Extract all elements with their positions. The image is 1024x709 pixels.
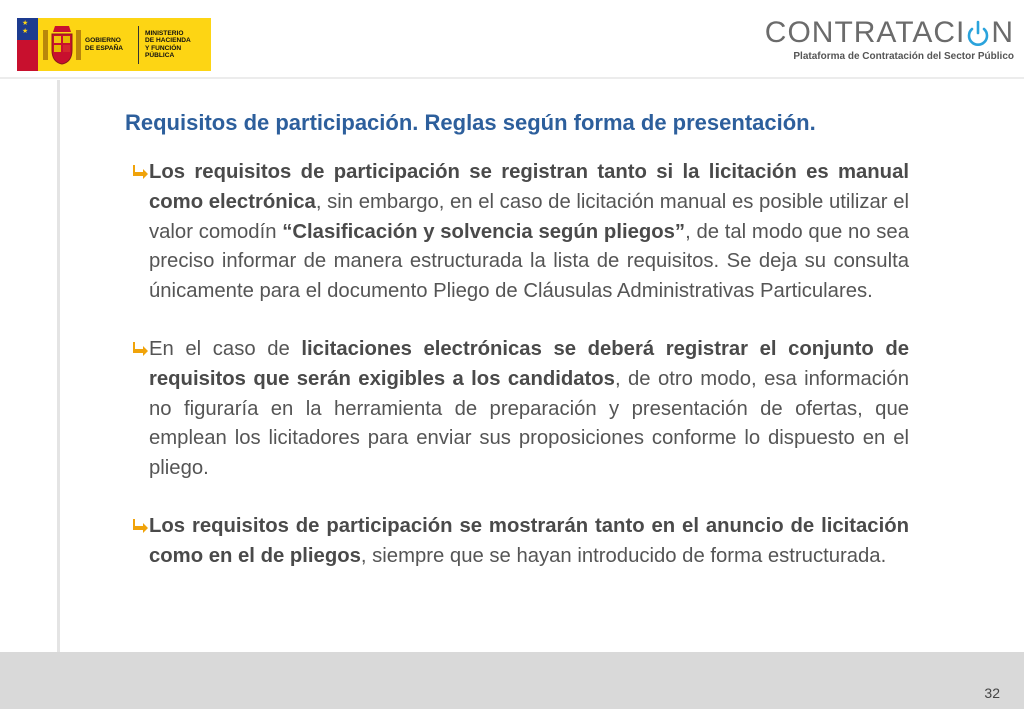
bullet-paragraph-1: Los requisitos de participación se registran tanto si la licitación es manual como electrónica, sin embargo, en el caso de licitación manual es posible utilizar el valor comodín “Clasificación y solvencia según pliegos”, de tal modo que no sea preciso informar de manera estructurada la lista de requisitos. Se deja su consulta únicamente para el documento Pliego de Cláusulas Administrativas Particulares. [133,158,909,307]
contratacion-logo [765,18,1014,62]
left-margin-rule [57,80,60,652]
brand-subtitle: Plataforma de Contratación del Sector Público [793,51,1014,62]
page-number: 32 [984,685,1000,701]
brand-name: CONTRATACI N [764,16,1014,49]
government-label: GOBIERNO DE ESPAÑA [85,37,123,52]
eu-stars-icon: ★ ★ [22,20,29,35]
power-icon [966,20,990,48]
slide-content [133,158,909,600]
arrow-bullet-icon [133,341,149,357]
ministry-label: MINISTERIO DE HACIENDA Y FUNCIÓN PÚBLICA [144,29,191,59]
government-logo [17,18,211,71]
bullet-paragraph-3: Los requisitos de participación se mostrarán tanto en el anuncio de licitación como en el de pliegos, siempre que se hayan introducido de forma estructurada. [133,512,909,572]
arrow-bullet-icon [133,518,149,534]
header-divider [0,77,1024,79]
coat-of-arms-icon [38,18,83,71]
bullet-paragraph-2: En el caso de licitaciones electrónicas se deberá registrar el conjunto de requisitos que serán exigibles a los candidatos, de otro modo, esa información no figuraría en la herramienta de preparación y presentación de ofertas, que emplean los licitadores para enviar sus proposiciones conforme lo dispuesto en el pliego. [133,335,909,484]
eu-spain-flag [17,18,38,71]
slide-title: Requisitos de participación. Reglas según forma de presentación. [125,110,816,135]
logo-divider [138,26,139,64]
footer-bar [0,652,1024,709]
arrow-bullet-icon [133,164,149,180]
